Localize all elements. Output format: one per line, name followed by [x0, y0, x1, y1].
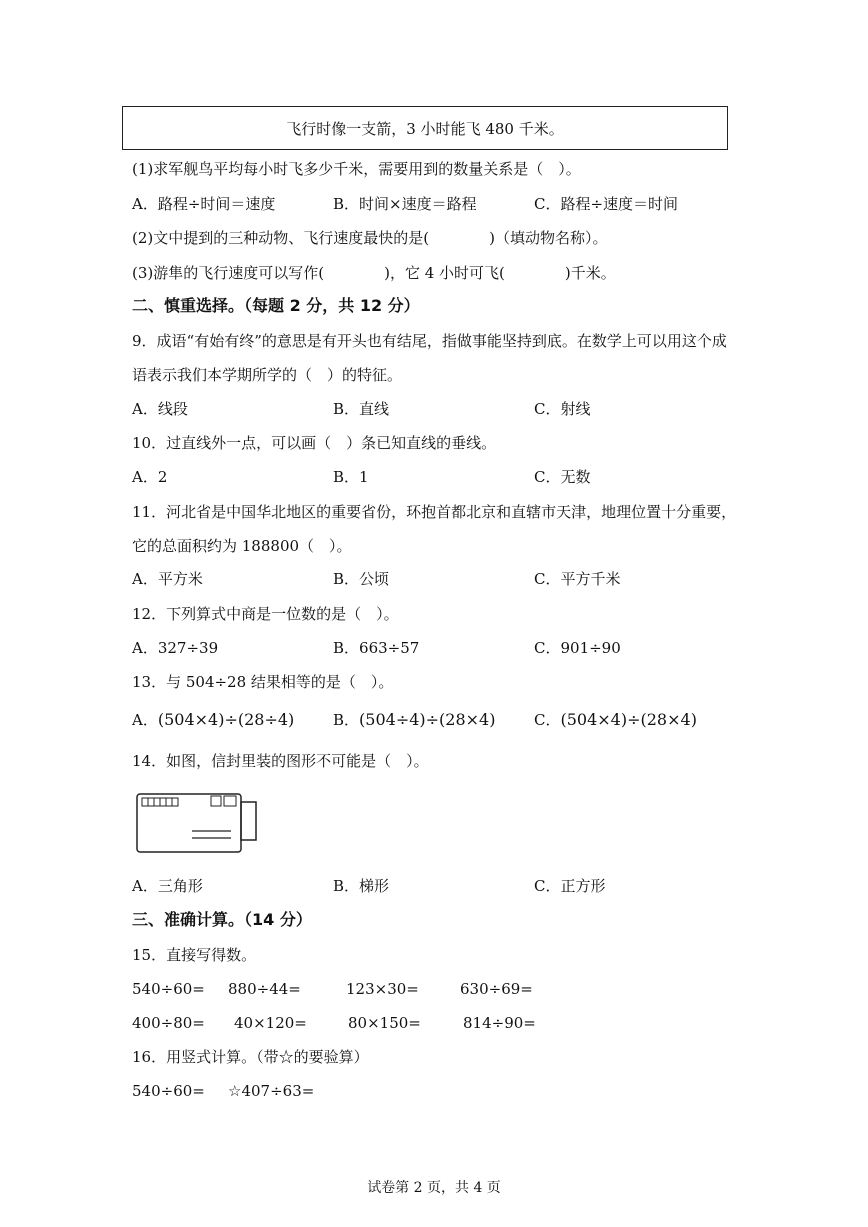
q14-option-a: A．三角形: [132, 877, 203, 895]
q13-option-b-label: B．: [333, 711, 360, 729]
q10-line1: 10．过直线外一点，可以画（ ）条已知直线的垂线。: [132, 434, 497, 452]
q11-line1: 11．河北省是中国华北地区的重要省份，环抱首都北京和直辖市天津，地理位置十分重要，: [132, 503, 737, 521]
q16-item: ☆407÷63=: [228, 1082, 315, 1100]
q15-line1: 15．直接写得数。: [132, 946, 257, 964]
q13-option-a: [132, 710, 294, 730]
q11-option-a: A．平方米: [132, 570, 203, 588]
q11-option-b: B．公顷: [333, 570, 390, 588]
q12-option-c: C．901÷90: [534, 639, 621, 657]
q13-option-c: [534, 710, 697, 730]
q13-option-a-expr: (504×4)÷(28÷4): [157, 710, 295, 729]
section2-title: 二、慎重选择。（每题 2 分，共 12 分）: [132, 296, 420, 315]
q15-item: 880÷44=: [228, 980, 301, 998]
q15-item: 80×150=: [348, 1014, 421, 1032]
box-text: 飞行时像一支箭，3 小时能飞 480 千米。: [286, 120, 564, 138]
q8-option-a: A．路程÷时间＝速度: [132, 195, 276, 213]
q15-item: 123×30=: [346, 980, 419, 998]
q15-item: 814÷90=: [463, 1014, 536, 1032]
q10-option-a: A．2: [132, 468, 168, 486]
q15-item: 540÷60=: [132, 980, 205, 998]
q10-option-c: C．无数: [534, 468, 591, 486]
q15-item: 40×120=: [234, 1014, 307, 1032]
page-footer: 试卷第 2 页，共 4 页: [367, 1180, 501, 1196]
q15-item: 630÷69=: [460, 980, 533, 998]
q9-option-c: C．射线: [534, 400, 591, 418]
q14-option-c: C．正方形: [534, 877, 606, 895]
q8-option-b: B．时间×速度＝路程: [333, 195, 477, 213]
q15-item: 400÷80=: [132, 1014, 205, 1032]
q13-line1: 13．与 504÷28 结果相等的是（ ）。: [132, 673, 394, 691]
q9-option-b: B．直线: [333, 400, 390, 418]
q11-option-c: C．平方千米: [534, 570, 621, 588]
q13-option-c-label: C．: [534, 711, 561, 729]
section3-title: 三、准确计算。（14 分）: [132, 910, 312, 929]
q12-option-a: A．327÷39: [132, 639, 219, 657]
q14-line1: 14．如图，信封里装的图形不可能是（ ）。: [132, 752, 429, 770]
q8-sub3: (3)游隼的飞行速度可以写作( )，它 4 小时可飞( )千米。: [132, 264, 616, 282]
q8-sub1: (1)求军舰鸟平均每小时飞多少千米，需要用到的数量关系是（ ）。: [132, 160, 581, 178]
q9-line1: 9．成语“有始有终”的意思是有开头也有结尾，指做事能坚持到底。在数学上可以用这个成: [132, 332, 727, 350]
q13-option-c-expr: (504×4)÷(28×4): [560, 710, 697, 729]
q16-item: 540÷60=: [132, 1082, 205, 1100]
text-box: [122, 106, 728, 150]
q13-option-b-expr: (504÷4)÷(28×4): [359, 710, 496, 729]
q12-option-b: B．663÷57: [333, 639, 420, 657]
q8-option-c: C．路程÷速度＝时间: [534, 195, 679, 213]
q10-option-b: B．1: [333, 468, 369, 486]
q14-option-b: B．梯形: [333, 877, 390, 895]
q12-line1: 12．下列算式中商是一位数的是（ ）。: [132, 605, 399, 623]
q11-line2: 它的总面积约为 188800（ ）。: [132, 537, 352, 555]
q13-option-b: [333, 710, 495, 730]
q9-option-a: A．线段: [132, 400, 188, 418]
q13-option-a-label: A．: [132, 711, 158, 729]
envelope-figure: [132, 790, 262, 856]
q8-sub2: (2)文中提到的三种动物、飞行速度最快的是( )（填动物名称）。: [132, 229, 608, 247]
q16-line1: 16．用竖式计算。（带☆的要验算）: [132, 1048, 369, 1066]
q9-line2: 语表示我们本学期所学的（ ）的特征。: [132, 366, 403, 384]
